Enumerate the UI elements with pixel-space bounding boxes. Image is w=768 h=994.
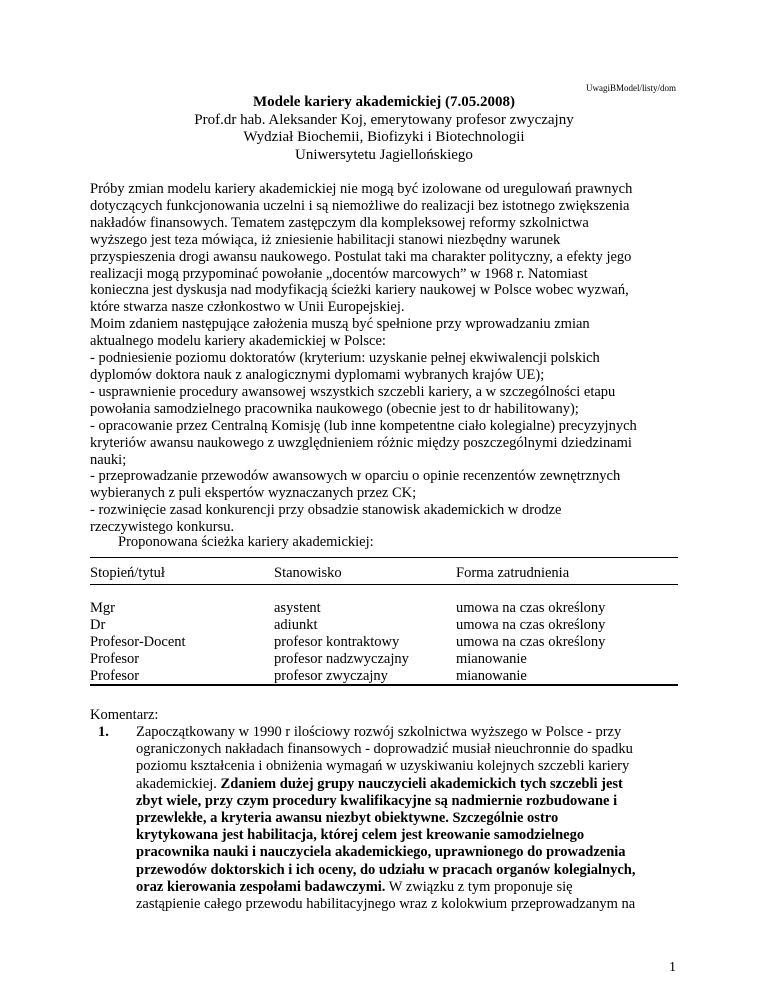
body-line: wyższego jest teza mówiąca, iż zniesienie habilitacji stanowi niezbędny warunek [90,231,561,248]
comment-bold-text: zbyt wiele, przy czym procedury kwalifikacyjne są nadmiernie rozbudowane i [136,792,618,809]
body-text [90,181,690,536]
comment-line [136,758,635,775]
body-line: aktualnego modelu kariery akademickiej w Polsce: [90,333,386,350]
comment-bold-text: oraz kierowania zespołami badawczymi. [136,878,386,895]
table-cell: adiunkt [274,617,318,633]
comment-text: zastąpienie całego przewodu habilitacyjnego wraz z kolokwium przeprowadzanym na [136,896,636,913]
body-line: rzeczywistego konkursu. [90,519,235,536]
comment-line [136,724,635,741]
page-number: 1 [669,960,676,975]
table-cell: umowa na czas określony [456,634,606,650]
comment-line [136,862,635,879]
table-cell: umowa na czas określony [456,600,606,616]
comment-text: Zapoczątkowany w 1990 r ilościowy rozwój szkolnictwa wyższego w Polsce - przy [136,724,622,740]
body-line: - podniesienie poziomu doktoratów (kryterium: uzyskanie pełnej ekwiwalencji polskich [90,350,600,367]
comment-text: akademickiej. [136,775,221,792]
comment-bold-text: przewlekłe, a kryteria awansu niezbyt obiektywne. Szczególnie ostro [136,810,559,827]
comment-text: poziomu kształcenia i obniżenia wymagań w uzyskiwaniu kolejnych szczebli kariery [136,758,630,775]
comment-bold-text: krytykowana jest habilitacja, której celem jest kreowanie samodzielnego [136,827,585,844]
body-line: - opracowanie przez Centralną Komisję (lub inne kompetentne ciało kolegialne) precyzyjnych [90,417,637,434]
table-cell: umowa na czas określony [456,617,606,633]
comment-label: Komentarz: [90,707,159,723]
table-cell: mianowanie [456,668,527,684]
table-cell: Dr [90,617,106,633]
body-line: przyspieszenia drogi awansu naukowego. Postulat taki ma charakter polityczny, a efekty jego [90,248,632,265]
comment-line [136,741,635,758]
comment-line [136,827,635,844]
body-line: - usprawnienie procedury awansowej wszystkich szczebli kariery, a w szczególności etapu [90,383,616,400]
affiliation-line: Wydział Biochemii, Biofizyki i Biotechnologii [243,129,525,145]
comment-text: W związku z tym proponuje się [385,878,573,895]
comment-line [136,793,635,810]
document-heading [90,94,678,164]
proposal-label: Proponowana ścieżka kariery akademickiej: [118,534,374,550]
table-header-rule [90,584,678,585]
table-cell: Profesor-Docent [90,634,186,650]
table-cell: asystent [274,600,321,616]
comment-lines [136,724,635,913]
body-line: realizacji mogą przypominać powołanie „docentów marcowych” w 1968 r. Natomiast [90,265,588,282]
table-header-employment: Forma zatrudnienia [456,565,570,581]
body-line: wybieranych z puli ekspertów wyznaczanych przez CK; [90,485,417,502]
table-cell: profesor nadzwyczajny [274,651,409,667]
body-line: powołania samodzielnego pracownika naukowego (obecnie jest to dr habilitowany); [90,400,579,417]
table-header-position: Stanowisko [274,565,342,581]
comment-line [136,844,635,861]
body-line: - przeprowadzanie przewodów awansowych w oparciu o opinie recenzentów zewnętrznych [90,468,621,485]
comment-text: ograniczonych nakładach finansowych - doprowadzić musiał nieuchronnie do spadku [136,741,633,758]
table-cell: Profesor [90,651,140,667]
document-title: Modele kariery akademickiej (7.05.2008) [252,94,516,110]
body-line: - rozwinięcie zasad konkurencji przy obsadzie stanowisk akademickich w drodze [90,502,562,519]
body-line: nakładów finansowych. Tematem zastępczym dla kompleksowej reformy szkolnictwa [90,214,589,231]
body-line: dyplomów doktora nauk z analogicznymi dyplomami wybranych krajów UE); [90,366,545,383]
author-line: Prof.dr hab. Aleksander Koj, emerytowany profesor zwyczajny [194,111,574,128]
table-cell: mianowanie [456,651,527,667]
body-line: konieczna jest dyskusja nad modyfikacją ścieżki kariery naukowej w Polsce wobec wyzwań, [90,282,629,299]
university-line: Uniwersytetu Jagiellońskiego [295,146,473,163]
body-line: dotyczących funkcjonowania uczelni i są niemożliwe do realizacji bez istotnego zwiększenia [90,197,630,214]
comment-number: 1. [98,724,109,740]
table-cell: Mgr [90,600,115,616]
body-line: Moim zdaniem następujące założenia muszą być spełnione przy wprowadzaniu zmian [90,316,590,333]
table-cell: Profesor [90,668,140,684]
table-top-rule [90,557,678,558]
body-line: Próby zmian modelu kariery akademickiej nie mogą być izolowane od uregulowań prawnych [90,181,633,197]
document-reference: UwagiBModel/listy/dom [586,83,676,93]
comment-line [136,879,635,896]
body-line: które stwarza nasze członkostwo w Unii Europejskiej. [90,299,405,316]
table-cell: profesor zwyczajny [274,668,388,684]
comment-bold-text: Zdaniem dużej grupy nauczycieli akademickich tych szczebli jest [220,775,623,792]
comment-line [136,776,635,793]
table-cell: profesor kontraktowy [274,634,400,650]
comment-bold-text: pracownika nauki i nauczyciela akademickiego, uprawnionego do prowadzenia [136,844,626,861]
comment-bold-text: przewodów doktorskich i ich oceny, do udziału w pracach organów kolegialnych, [136,861,636,878]
table-header-degree: Stopień/tytuł [90,565,165,581]
body-line: nauki; [90,451,127,468]
body-line: kryteriów awansu naukowego z uwzględnieniem różnic między poszczególnymi dziedzinami [90,434,632,451]
comment-line [136,896,635,913]
comment-line [136,810,635,827]
